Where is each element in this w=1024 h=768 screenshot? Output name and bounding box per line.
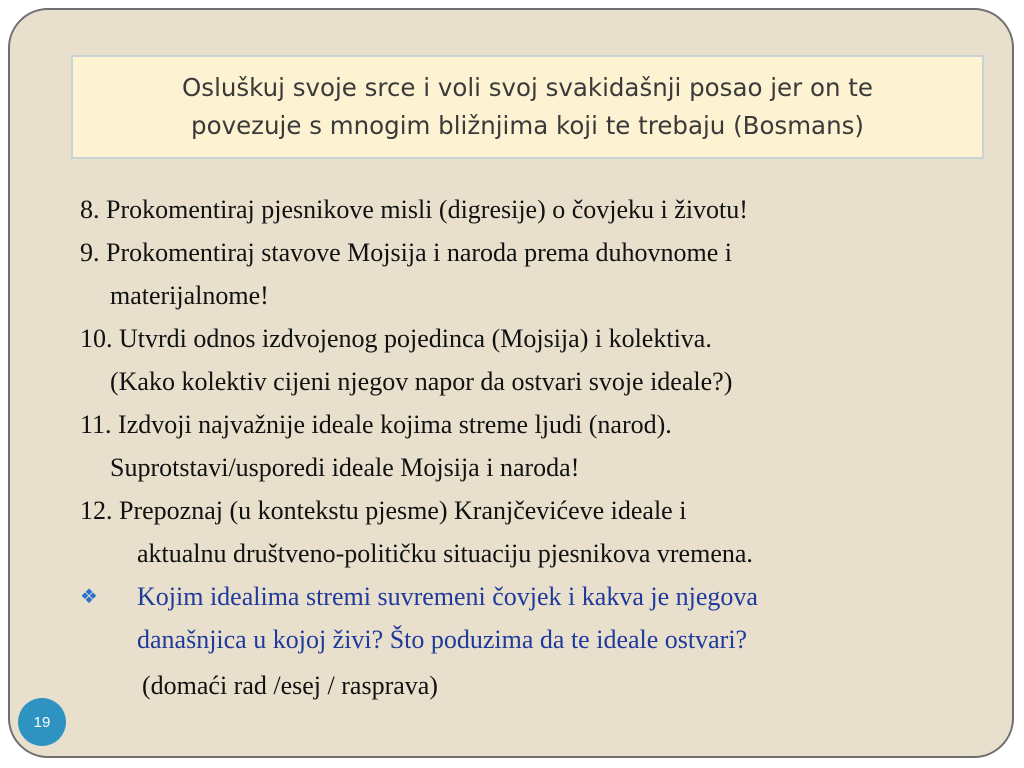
question-line-2: današnjica u kojoj živi? Što poduzima da te ideale ostvari? — [137, 625, 748, 654]
title-line-2: povezuje s mnogim bližnjima koji te trebaju (Bosmans) — [191, 111, 864, 140]
list-item-9-line-2: materijalnome! — [110, 281, 269, 310]
list-item-8-line-1: 8. Prokomentiraj pjesnikove misli (digresije) o čovjeku i životu! — [80, 195, 748, 224]
list-item-10 — [80, 317, 980, 403]
title-box — [71, 55, 984, 159]
page-number-badge: 19 — [18, 698, 66, 746]
list-item-10-line-2: (Kako kolektiv cijeni njegov napor da ostvari svoje ideale?) — [110, 367, 733, 396]
list-item-8 — [80, 188, 980, 231]
list-item-11-line-2: Suprotstavi/usporedi ideale Mojsija i naroda! — [110, 453, 580, 482]
list-item-9-line-1: 9. Prokomentiraj stavove Mojsija i naroda prema duhovnome i — [80, 238, 733, 267]
list-item-11 — [80, 403, 980, 489]
content-list — [80, 188, 980, 707]
list-item-10-line-1: 10. Utvrdi odnos izdvojenog pojedinca (Mojsija) i kolektiva. — [80, 324, 712, 353]
question-item — [80, 575, 980, 707]
list-item-9 — [80, 231, 980, 317]
list-item-12 — [80, 489, 980, 575]
title-line-1: Osluškuj svoje srce i voli svoj svakidašnji posao jer on te — [182, 73, 873, 102]
question-line-1: Kojim idealima stremi suvremeni čovjek i kakva je njegova — [137, 582, 758, 611]
diamond-bullet-icon: ❖ — [80, 584, 98, 608]
list-item-12-line-2: aktualnu društveno-političku situaciju pjesnikova vremena. — [137, 539, 753, 568]
question-note: (domaći rad /esej / rasprava) — [142, 671, 438, 700]
list-item-11-line-1: 11. Izdvoji najvažnije ideale kojima streme ljudi (narod). — [80, 410, 672, 439]
list-item-12-line-1: 12. Prepoznaj (u kontekstu pjesme) Kranjčevićeve ideale i — [80, 496, 687, 525]
